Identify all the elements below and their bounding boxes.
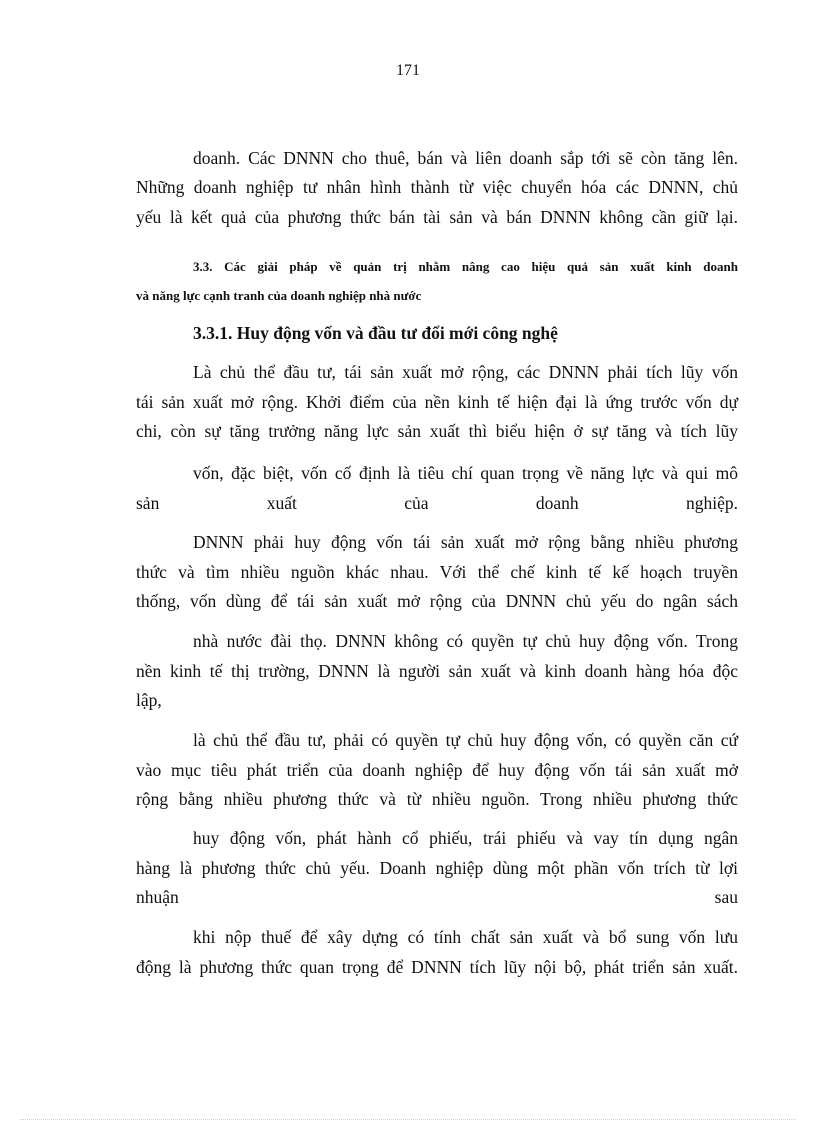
body-line: khi nộp thuế để xây dựng có tính chất sản xuất và bổ sung vốn lưu xyxy=(193,927,738,947)
body-line: động là phương thức quan trọng để DNNN tích lũy nội bộ, phát triển sản xuất. xyxy=(136,957,738,977)
body-line: là chủ thể đầu tư, phải có quyền tự chủ huy động vốn, có quyền căn cứ xyxy=(193,730,738,750)
body-line: chi, còn sự tăng trưởng năng lực sản xuất thì biểu hiện ở sự tăng và tích lũy xyxy=(136,421,738,441)
body-line: Là chủ thể đầu tư, tái sản xuất mở rộng, các DNNN phải tích lũy vốn xyxy=(193,362,738,382)
body-line: nền kinh tế thị trường, DNNN là người sản xuất và kinh doanh hàng hóa độc xyxy=(136,661,738,681)
body-line: nhà nước đài thọ. DNNN không có quyền tự chủ huy động vốn. Trong xyxy=(193,631,738,651)
page-bottom-border xyxy=(20,1119,796,1120)
body-line: yếu là kết quả của phương thức bán tài sản và bán DNNN không cần giữ lại. xyxy=(136,207,738,227)
body-line: doanh. Các DNNN cho thuê, bán và liên doanh sắp tới sẽ còn tăng lên. xyxy=(193,148,738,168)
body-line: thức và tìm nhiều nguồn khác nhau. Với thể chế kinh tế kế hoạch truyền xyxy=(136,562,738,582)
section-title-line: 3.3. Các giải pháp về quản trị nhằm nâng cao hiệu quả sản xuất kinh doanh xyxy=(193,259,738,274)
body-line: vốn, đặc biệt, vốn cố định là tiêu chí quan trọng về năng lực và qui mô xyxy=(193,463,738,483)
body-line: hàng là phương thức chủ yếu. Doanh nghiệp dùng một phần vốn trích từ lợi xyxy=(136,858,738,878)
subsection-heading: 3.3.1. Huy động vốn và đầu tư đổi mới công nghệ xyxy=(193,323,558,343)
body-line: nhuận sau xyxy=(136,887,738,907)
body-line: Những doanh nghiệp tư nhân hình thành từ việc chuyển hóa các DNNN, chủ xyxy=(136,177,738,197)
body-line: DNNN phải huy động vốn tái sản xuất mở rộng bằng nhiều phương xyxy=(193,532,738,552)
body-line: rộng bằng nhiều phương thức và từ nhiều nguồn. Trong nhiều phương thức xyxy=(136,789,738,809)
body-line: huy động vốn, phát hành cổ phiếu, trái phiếu và vay tín dụng ngân xyxy=(193,828,738,848)
body-line: sản xuất của doanh nghiệp. xyxy=(136,493,738,513)
body-line: thống, vốn dùng để tái sản xuất mở rộng của DNNN chủ yếu do ngân sách xyxy=(136,591,738,611)
section-title-line: và năng lực cạnh tranh của doanh nghiệp nhà nước xyxy=(136,288,422,303)
body-line: lập, xyxy=(136,690,162,710)
body-line: tái sản xuất mở rộng. Khởi điểm của nền kinh tế hiện đại là ứng trước vốn dự xyxy=(136,392,738,412)
body-line: vào mục tiêu phát triển của doanh nghiệp để huy động vốn tái sản xuất mở xyxy=(136,760,738,780)
page-number: 171 xyxy=(396,62,420,79)
